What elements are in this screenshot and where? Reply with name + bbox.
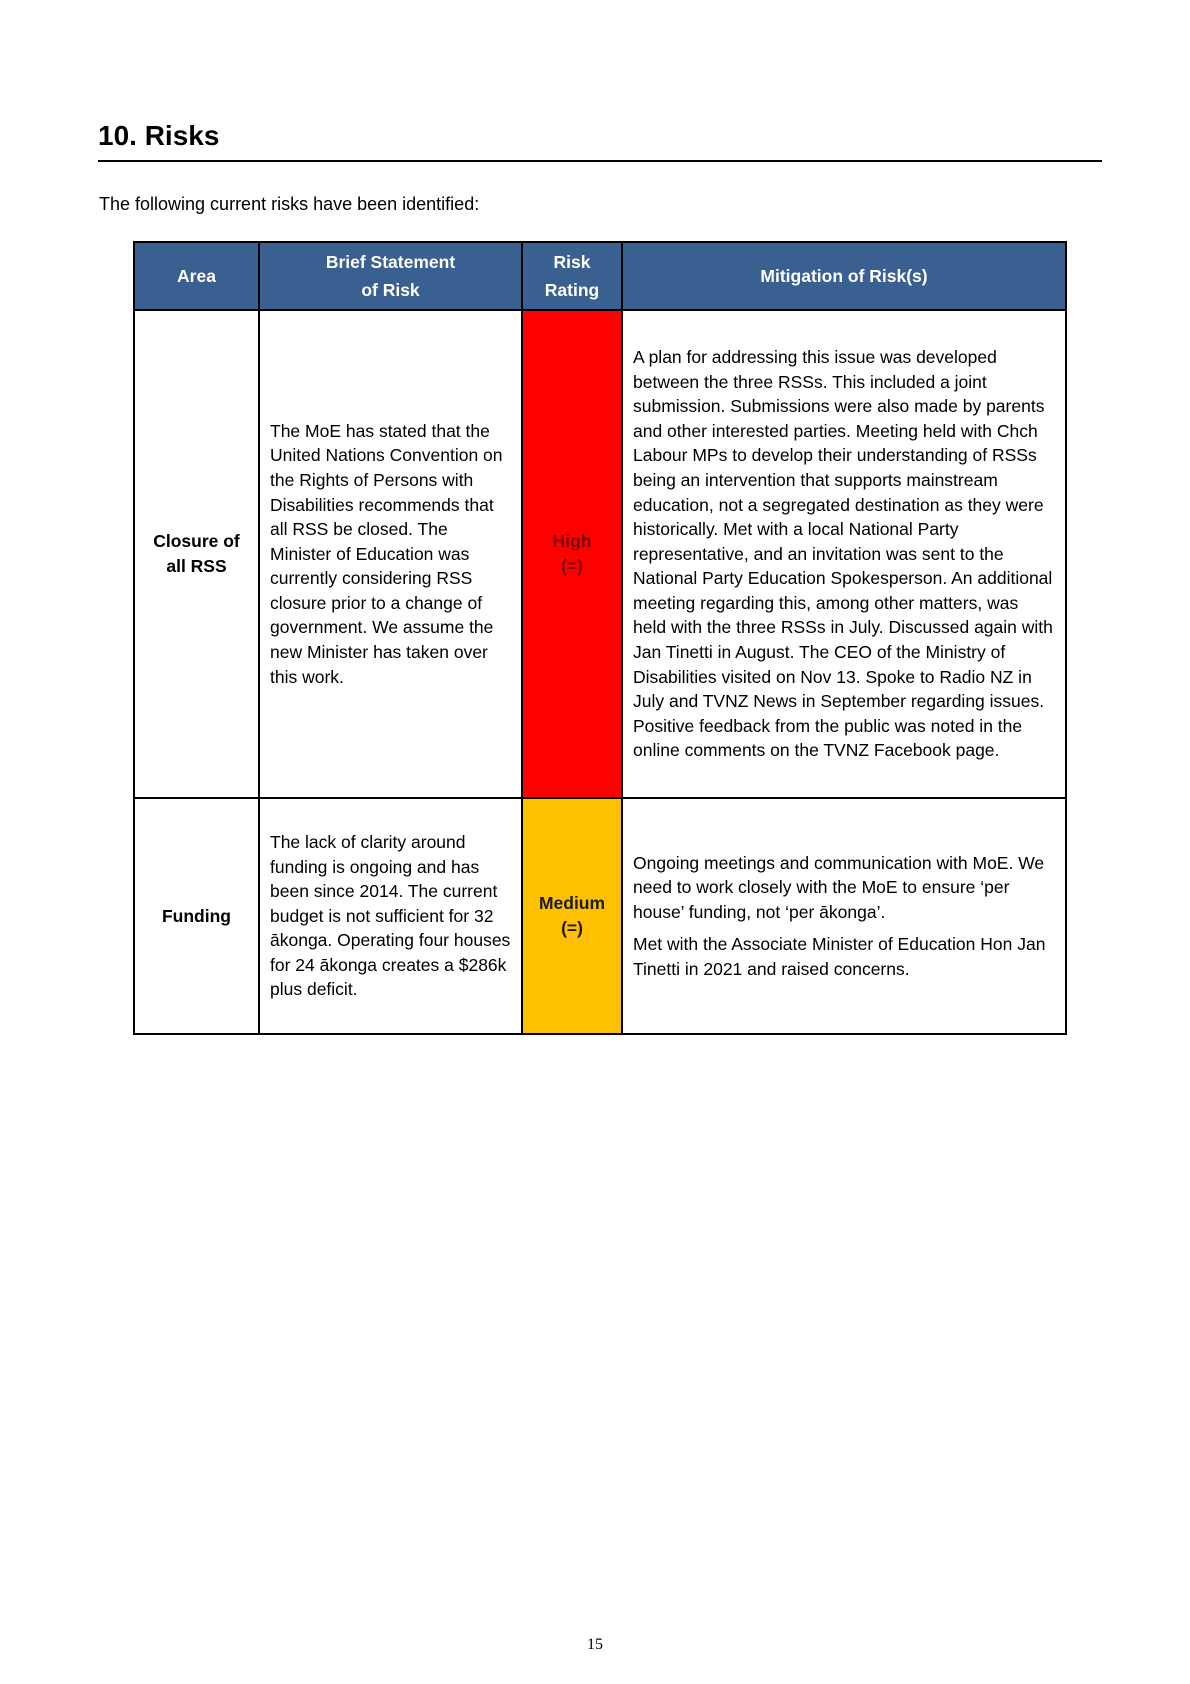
rating-label: Medium: [538, 893, 606, 914]
area-cell: [134, 798, 259, 1034]
mitigation-paragraph: Met with the Associate Minister of Education Hon Jan Tinetti in 2021 and raised concerns.: [633, 934, 1046, 979]
rating-cell-medium: [522, 798, 622, 1034]
table-header-row: [134, 242, 1066, 310]
statement-cell: The MoE has stated that the United Nations Convention on the Rights of Persons with Disabilities recommends that all RSS be closed. The Minister of Education was currently considering RSS closure prior to a change of government. We assume the new Minister has taken over this work.: [259, 310, 522, 798]
rating-trend: (=): [561, 918, 583, 938]
section-heading: 10. Risks: [98, 120, 1102, 162]
table-row: [134, 310, 1066, 798]
rating-label: High: [552, 531, 592, 552]
header-rating: [522, 242, 622, 310]
rating-cell-high: [522, 310, 622, 798]
table-row: [134, 798, 1066, 1034]
page-number: 15: [587, 1636, 603, 1653]
rating-trend: (=): [561, 556, 583, 576]
header-rating-line1: Risk: [553, 252, 591, 272]
header-statement-line1: Brief Statement: [325, 252, 456, 272]
intro-text: The following current risks have been identified:: [99, 194, 480, 214]
header-statement: [259, 242, 522, 310]
header-mitigation: Mitigation of Risk(s): [622, 242, 1066, 310]
statement-cell: The lack of clarity around funding is ongoing and has been since 2014. The current budget is not sufficient for 32 ākonga. Operating four houses for 24 ākonga creates a $286k plus deficit.: [259, 798, 522, 1034]
risk-table: [133, 241, 1067, 1035]
area-label-line1: Funding: [161, 905, 231, 926]
header-area: Area: [134, 242, 259, 310]
area-label-line2: all RSS: [166, 556, 227, 576]
header-rating-line2: Rating: [544, 280, 600, 300]
area-label-line1: Closure of: [153, 531, 240, 552]
header-statement-line2: of Risk: [361, 280, 420, 300]
mitigation-paragraph: A plan for addressing this issue was developed between the three RSSs. This included a joint submission. Submissions were also made by parents and other interested parties. Meeting held with Chch Labour MPs to develop their understanding of RSSs being an intervention that supports mainstream education, not a segregated destination as they were historically. Met with a local National Party representative, and an invitation was sent to the National Party Education Spokesperson. An additional meeting regarding this, among other matters, was held with the three RSSs in July. Discussed again with Jan Tinetti in August. The CEO of the Ministry of Disabilities visited on Nov 13. Spoke to Radio NZ in July and TVNZ News in September regarding issues. Positive feedback from the public was noted in the online comments on the TVNZ Facebook page.: [633, 346, 1053, 761]
mitigation-cell: [622, 798, 1066, 1034]
mitigation-paragraph: Ongoing meetings and communication with MoE. We need to work closely with the MoE to ensure ‘per house’ funding, not ‘per ākonga’.: [633, 852, 1045, 922]
area-cell: [134, 310, 259, 798]
mitigation-cell: [622, 310, 1066, 798]
